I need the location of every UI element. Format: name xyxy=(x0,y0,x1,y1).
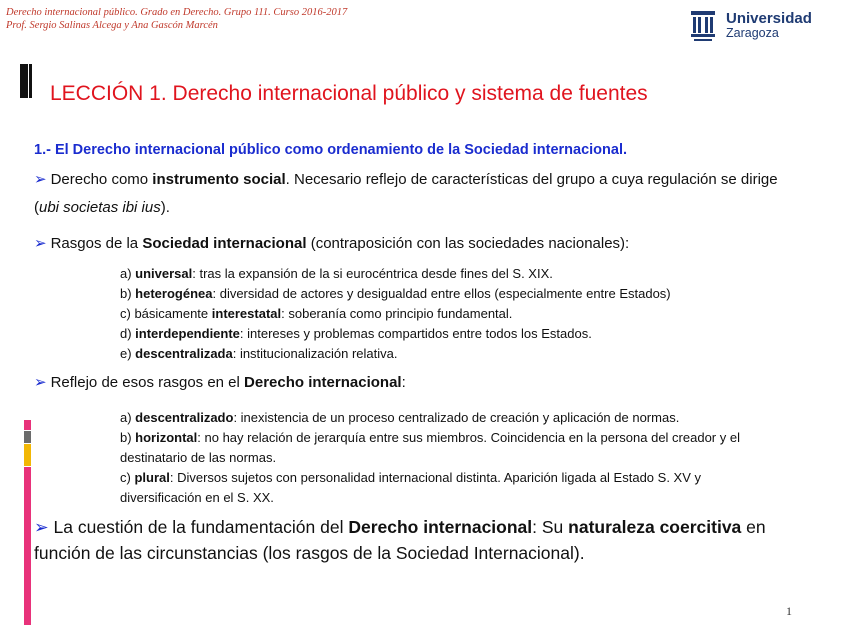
bullet-fundamentacion: ➢ La cuestión de la fundamentación del Derecho internacional: Su naturaleza coercitiva en función de las circunstancias (los rasgos de la Sociedad Internacional). xyxy=(34,517,766,563)
list-item: b) heterogénea: diversidad de actores y desigualdad entre ellos (especialmente entre Estados) xyxy=(120,286,671,301)
bullet-derecho xyxy=(34,166,778,222)
list-item: c) plural: Diversos sujetos con personalidad internacional distinta. Aparición ligada al Estado S. XV y diversificación en el S. XX. xyxy=(120,470,701,505)
arrow-bullet-icon: ➢ xyxy=(34,374,47,391)
bullet3-text: Reflejo de esos rasgos en el xyxy=(50,374,245,391)
bullet-reflejo xyxy=(34,369,406,397)
side-bar-pink-top xyxy=(24,420,31,430)
section-heading: 1.- El Derecho internacional público como ordenamiento de la Sociedad internacional. xyxy=(34,142,628,158)
bullet1-bold: instrumento social xyxy=(152,171,286,188)
list-item: a) universal: tras la expansión de la si eurocéntrica desde fines del S. XIX. xyxy=(120,266,553,281)
rasgos-list xyxy=(120,264,671,364)
bullet1-latin: ubi societas ibi ius xyxy=(39,199,161,216)
list-item: e) descentralizada: institucionalización relativa. xyxy=(120,346,398,361)
side-bar-gray xyxy=(24,431,31,443)
arrow-bullet-icon: ➢ xyxy=(34,235,47,252)
bullet3-text-end: : xyxy=(401,374,406,391)
bullet1-text-end: . Necesario reflejo de características del grupo a cuya regulación se dirige xyxy=(285,171,778,188)
logo-line-zaragoza: Zaragoza xyxy=(726,26,779,40)
bullet1-paren-close: ). xyxy=(160,199,170,216)
bullet2-text-end: (contraposición con las sociedades nacionales): xyxy=(306,235,630,252)
document-header xyxy=(6,6,347,32)
logo-line-universidad: Universidad xyxy=(726,10,812,27)
list-item: c) básicamente interestatal: soberanía como principio fundamental. xyxy=(120,306,513,321)
arrow-bullet-icon: ➢ xyxy=(34,517,49,537)
page-number: 1 xyxy=(786,604,792,618)
university-logo xyxy=(690,8,840,44)
bullet2-text: Rasgos de la xyxy=(50,235,143,252)
arrow-bullet-icon: ➢ xyxy=(34,171,47,188)
bullet3-bold: Derecho internacional xyxy=(244,374,402,391)
bullet1-text: Derecho como xyxy=(50,171,153,188)
header-course-line: Derecho internacional público. Grado en Derecho. Grupo 111. Curso 2016-2017 xyxy=(6,7,348,18)
bullet-rasgos xyxy=(34,230,629,258)
side-bar-pink xyxy=(24,467,31,625)
bullet2-bold: Sociedad internacional xyxy=(142,235,307,252)
lesson-title: LECCIÓN 1. Derecho internacional público y sistema de fuentes xyxy=(50,82,648,105)
list-item: d) interdependiente: intereses y problemas compartidos entre todos los Estados. xyxy=(120,326,592,341)
list-item: b) horizontal: no hay relación de jerarquía entre sus miembros. Coincidencia en la persona del creador y el destinatario de las normas. xyxy=(120,430,740,465)
university-crest-icon xyxy=(690,9,716,43)
title-bar-accent xyxy=(20,64,28,98)
title-bar-accent-thin xyxy=(29,64,32,98)
header-professors-line: Prof. Sergio Salinas Alcega y Ana Gascón Marcén xyxy=(6,20,218,31)
side-bar-yellow xyxy=(24,444,31,466)
reflejos-list xyxy=(120,408,780,508)
bullet1-paren-open: ( xyxy=(34,199,39,216)
list-item: a) descentralizado: inexistencia de un proceso centralizado de creación y aplicación de normas. xyxy=(120,410,680,425)
